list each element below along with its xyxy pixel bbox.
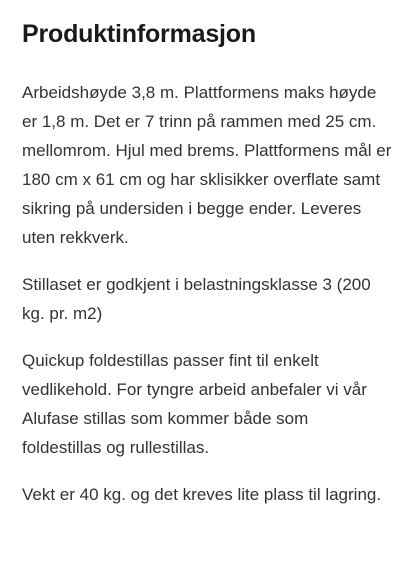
description-paragraph-usage: Quickup foldestillas passer fint til enkelt vedlikehold. For tyngre arbeid anbefaler vi vår Alufase stillas som kommer både som foldestillas og rullestillas. (22, 351, 367, 457)
description-paragraph-load-class: Stillaset er godkjent i belastningsklasse 3 (200 kg. pr. m2) (22, 275, 371, 323)
description-paragraph-weight: Vekt er 40 kg. og det kreves lite plass til lagring. (22, 485, 382, 504)
product-description (22, 78, 392, 527)
section-title: Produktinformasjon (22, 20, 256, 48)
description-paragraph-specs: Arbeidshøyde 3,8 m. Plattformens maks høyde er 1,8 m. Det er 7 trinn på rammen med 25 cm. mellomrom. Hjul med brems. Plattformens mål er 180 cm x 61 cm og har sklisikker overflate samt sikring på undersiden i begge ender. Leveres uten rekkverk. (22, 83, 392, 247)
